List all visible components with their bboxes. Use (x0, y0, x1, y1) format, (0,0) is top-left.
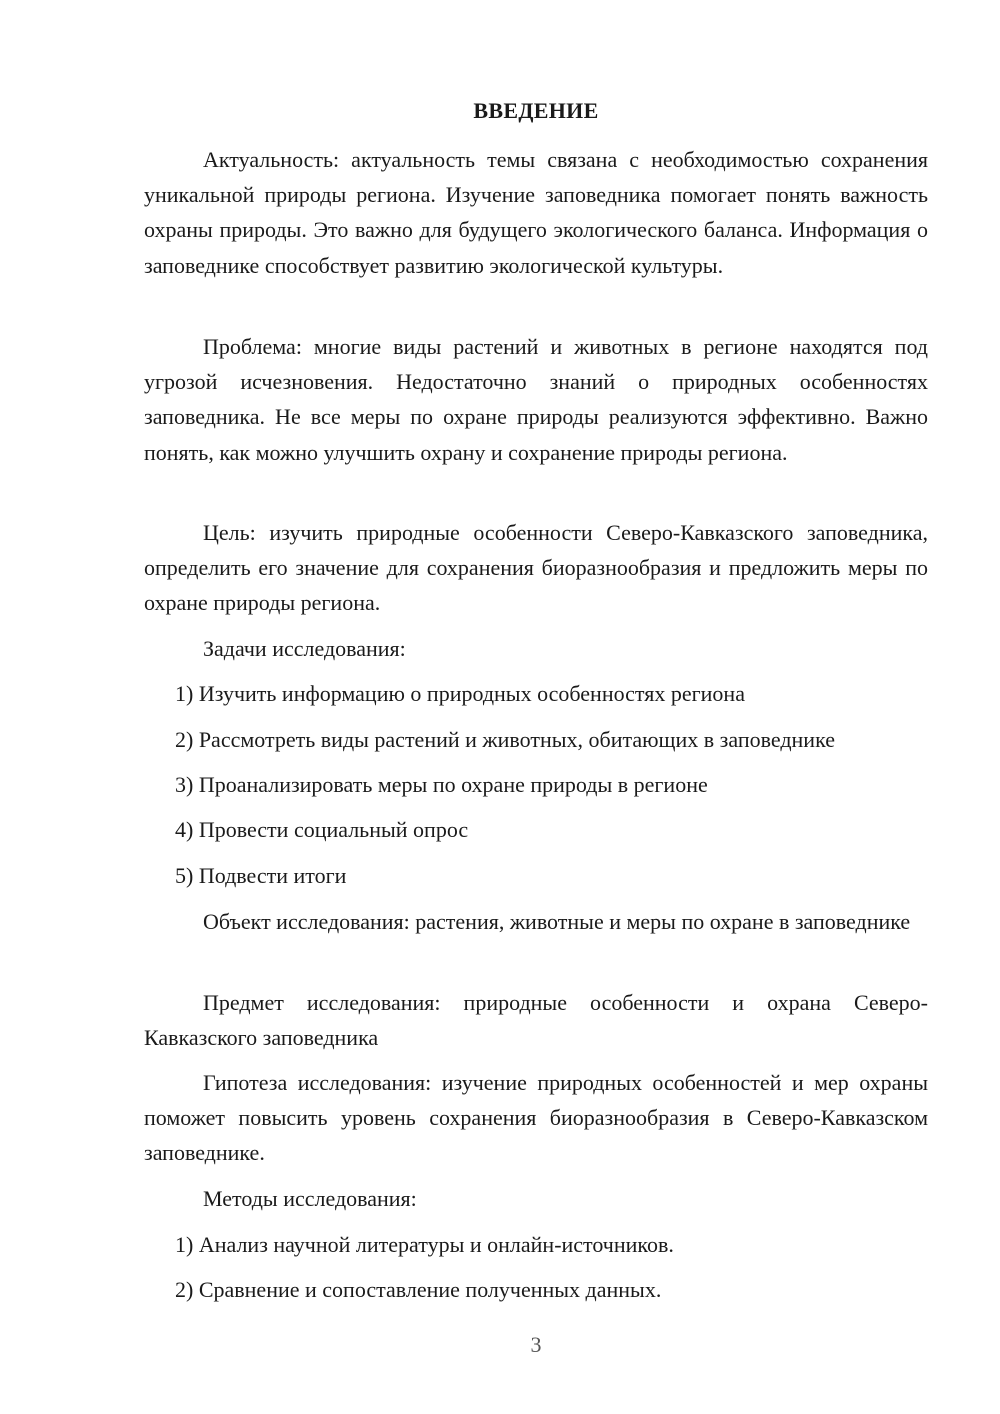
method-item: 1) Анализ научной литературы и онлайн-источников. (175, 1232, 674, 1257)
subject-paragraph: Предмет исследования: природные особенности и охрана Северо-Кавказского заповедника (144, 990, 928, 1051)
task-item: 1) Изучить информацию о природных особенностях региона (175, 681, 745, 706)
relevance-paragraph: Актуальность: актуальность темы связана с необходимостью сохранения уникальной природы региона. Изучение заповедника помогает понять важность охраны природы. Это важно для будущего экологического баланса. Информация о заповеднике способствует развитию экологической культуры. (144, 147, 928, 278)
problem-paragraph: Проблема: многие виды растений и животных в регионе находятся под угрозой исчезновения. Недостаточно знаний о природных особенностях заповедника. Не все меры по охране природы реализуются эффективно. Важно понять, как можно улучшить охрану и сохранение природы региона. (144, 334, 928, 465)
hypothesis-paragraph: Гипотеза исследования: изучение природных особенностей и мер охраны поможет повысить уровень сохранения биоразнообразия в Северо-Кавказском заповеднике. (144, 1070, 928, 1166)
task-item: 5) Подвести итоги (175, 863, 347, 888)
goal-paragraph: Цель: изучить природные особенности Северо-Кавказского заповедника, определить его значение для сохранения биоразнообразия и предложить меры по охране природы региона. (144, 520, 928, 616)
method-item: 2) Сравнение и сопоставление полученных данных. (175, 1277, 662, 1302)
tasks-label: Задачи исследования: (203, 636, 406, 661)
object-paragraph: Объект исследования: растения, животные и меры по охране в заповеднике (203, 909, 911, 934)
task-item: 4) Провести социальный опрос (175, 817, 469, 842)
methods-label: Методы исследования: (203, 1186, 417, 1211)
task-item: 3) Проанализировать меры по охране природы в регионе (175, 772, 708, 797)
task-item: 2) Рассмотреть виды растений и животных, обитающих в заповеднике (175, 727, 835, 752)
section-heading: ВВЕДЕНИЕ (473, 98, 599, 123)
page-number: 3 (530, 1332, 542, 1357)
